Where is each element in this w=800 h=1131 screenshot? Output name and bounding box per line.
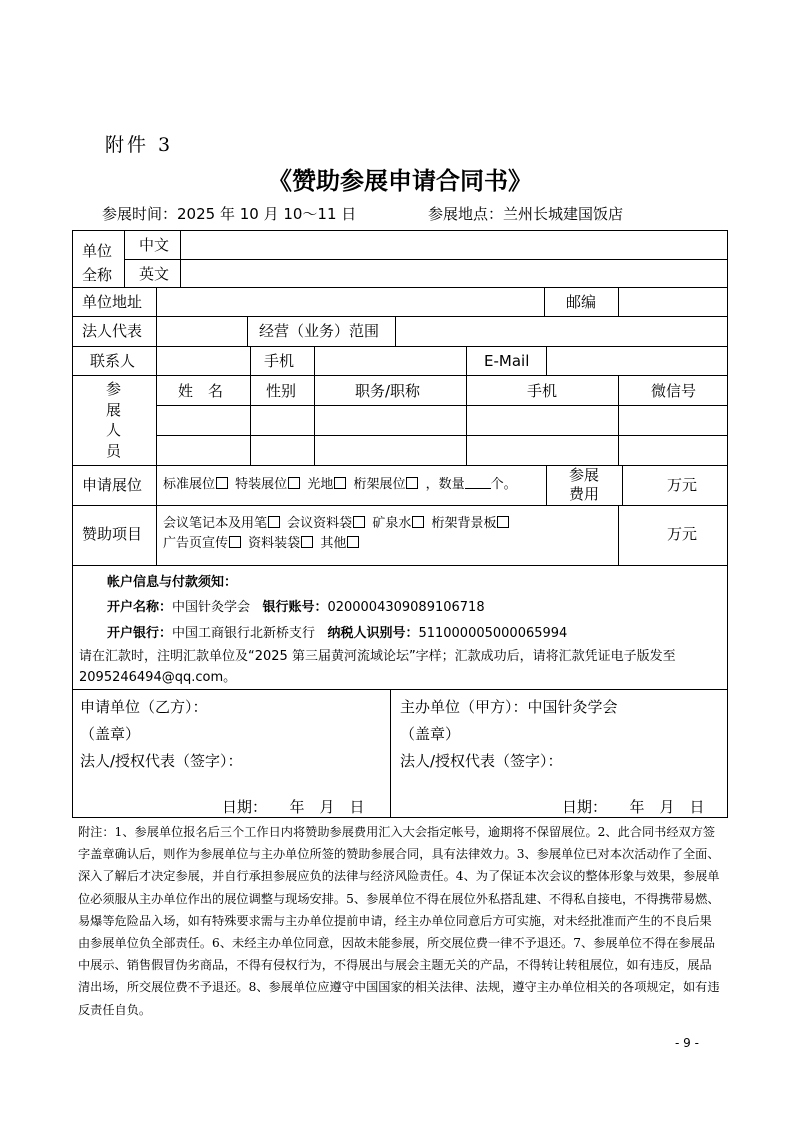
bank-name: 中国工商银行北新桥支行 <box>172 626 316 641</box>
sponsor-options-line2 <box>163 534 362 554</box>
remit-note: 请在汇款时，注明汇款单位及“2025 第三届黄河流域论坛”字样；汇款成功后，请将汇款凭证电子版发至 <box>79 649 676 664</box>
col-line <box>546 465 547 506</box>
booth-std-label: 标准展位 <box>163 477 216 492</box>
account-name: 中国针灸学会 <box>172 600 251 615</box>
address-label: 单位地址 <box>82 293 143 311</box>
applicant-seal: （盖章） <box>80 725 141 743</box>
col-line <box>156 287 157 565</box>
row-line <box>72 375 728 376</box>
booth-space-label: 光地 <box>307 477 334 492</box>
checkbox-booth-space[interactable] <box>334 477 346 489</box>
checkbox-sponsor-bag[interactable] <box>353 516 365 528</box>
col-line <box>390 689 391 818</box>
checkbox-sponsor-ad[interactable] <box>229 536 241 548</box>
row-line <box>156 435 728 436</box>
col-line <box>618 287 619 317</box>
account-number: 0200004309089106718 <box>327 600 485 615</box>
col-line <box>247 316 248 346</box>
checkbox-booth-std[interactable] <box>216 477 228 489</box>
sponsor-water-label: 矿泉水 <box>372 516 412 531</box>
account-name-label: 开户名称： <box>107 600 173 615</box>
account-number-label: 银行账号： <box>262 600 328 615</box>
notes-paragraph: 附注：1、参展单位报名后三个工作日内将赞助参展费用汇入大会指定帐号，逾期将不保留展位。2、此合同书经双方签字盖章确认后，则作为参展单位与主办单位所签的赞助参展合同，具有法律效力。3、参展单位已对本次活动作了全面、深入了解后才决定参展，并自行承担参展应负的法律与经济风险责任。4、为了保证本次会议的整体形象与效果，参展单位必须服从主办单位作出的展位调整与现场安排。5、参展单位不得在展位外私搭乱建、不得私自接电，不得携带易燃、易爆等危险品入场，如有特殊要求需与主办单位提前申请，经主办单位同意后方可实施，对未经批准而产生的不良后果由参展单位负全部责任。6、未经主办单位同意，因故未能参展，所交展位费一律不予退还。7、参展单位不得在参展品中展示、销售假冒伪劣商品，不得有侵权行为，不得展出与展会主题无关的产品，不得转让转租展位，如有违反，展品清出场，所交展位费不予退还。8、参展单位应遵守中国国家的相关法律、法规，遵守主办单位相关的各项规定，如有违反责任自负。 <box>78 825 720 1017</box>
staff-label: 参展人员 <box>106 380 122 460</box>
row-line <box>72 287 728 288</box>
col-line <box>395 316 396 346</box>
staff-name-header: 姓 名 <box>178 382 224 400</box>
organizer-label: 主办单位（甲方）：中国针灸学会 <box>400 698 618 716</box>
sponsor-insert-label: 资料装袋 <box>248 536 301 551</box>
booth-label: 申请展位 <box>82 476 143 494</box>
chinese-label: 中文 <box>139 236 170 254</box>
sponsor-label: 赞助项目 <box>82 525 143 543</box>
checkbox-sponsor-backdrop[interactable] <box>497 516 509 528</box>
checkbox-sponsor-water[interactable] <box>412 516 424 528</box>
account-heading: 帐户信息与付款须知： <box>107 575 238 590</box>
applicant-rep: 法人/授权代表（签字）： <box>80 752 243 770</box>
booth-fee-unit: 万元 <box>667 476 698 494</box>
postcode-label: 邮编 <box>566 293 597 311</box>
sponsor-ad-label: 广告页宣传 <box>163 536 229 551</box>
unit-fullname-label: 单位全称 <box>82 242 113 284</box>
row-line <box>72 465 728 466</box>
page-number: - 9 - <box>675 1036 699 1050</box>
business-scope-label: 经营（业务）范围 <box>259 322 380 340</box>
checkbox-sponsor-notebook[interactable] <box>268 516 280 528</box>
staff-wechat-header: 微信号 <box>651 382 697 400</box>
booth-truss-label: 桁架展位 <box>353 477 406 492</box>
col-line <box>124 230 125 288</box>
col-line <box>622 465 623 506</box>
col-line <box>250 346 251 466</box>
exhibit-place: 参展地点：兰州长城建国饭店 <box>428 205 624 223</box>
organizer-date: 日期： 年 月 日 <box>562 798 705 816</box>
email-label: E-Mail <box>484 352 530 370</box>
table-border-left <box>72 230 73 818</box>
col-line <box>618 375 619 466</box>
booth-qty-label: ，数量 <box>425 477 465 492</box>
sponsor-notebook-label: 会议笔记本及用笔 <box>163 516 268 531</box>
checkbox-booth-truss[interactable] <box>406 477 418 489</box>
staff-gender-header: 性别 <box>266 382 297 400</box>
col-line <box>546 346 547 376</box>
checkbox-sponsor-insert[interactable] <box>301 536 313 548</box>
col-line <box>466 375 467 466</box>
applicant-date: 日期： 年 月 日 <box>222 798 365 816</box>
staff-mobile-header: 手机 <box>527 382 558 400</box>
table-border-bottom <box>72 817 728 818</box>
english-label: 英文 <box>139 265 170 283</box>
contact-label: 联系人 <box>90 352 136 370</box>
exhibit-time: 参展时间：2025 年 10 月 10～11 日 <box>102 205 357 223</box>
checkbox-booth-special[interactable] <box>288 477 300 489</box>
account-line-2 <box>107 624 567 644</box>
checkbox-sponsor-other[interactable] <box>347 536 359 548</box>
staff-position-header: 职务/职称 <box>355 382 421 400</box>
sponsor-other-label: 其他 <box>320 536 347 551</box>
col-line <box>544 287 545 317</box>
legal-rep-label: 法人代表 <box>82 322 143 340</box>
row-line <box>124 259 728 260</box>
remit-email: 2095246494@qq.com。 <box>79 670 237 685</box>
col-line <box>314 375 315 466</box>
col-line <box>466 346 467 376</box>
sponsor-bag-label: 会议资料袋 <box>287 516 353 531</box>
fee-label: 参展费用 <box>568 466 599 503</box>
organizer-seal: （盖章） <box>400 725 461 743</box>
bank-label: 开户银行： <box>107 626 173 641</box>
row-line <box>72 316 728 317</box>
col-line <box>314 346 315 376</box>
applicant-label: 申请单位（乙方）： <box>80 698 208 716</box>
tax-id: 511000005000065994 <box>418 626 568 641</box>
booth-options <box>163 475 517 495</box>
col-line <box>180 230 181 288</box>
row-line <box>72 689 728 690</box>
sponsor-backdrop-label: 桁架背景板 <box>431 516 497 531</box>
organizer-rep: 法人/授权代表（签字）： <box>400 752 563 770</box>
booth-qty-blank[interactable] <box>465 476 491 489</box>
row-line <box>72 505 728 506</box>
sponsor-fee-unit: 万元 <box>667 525 698 543</box>
sponsor-options-line1 <box>163 514 512 534</box>
col-line <box>618 505 619 566</box>
mobile-label: 手机 <box>264 352 295 370</box>
document-title: 《赞助参展申请合同书》 <box>268 167 532 195</box>
row-line <box>156 405 728 406</box>
tax-id-label: 纳税人识别号： <box>327 626 419 641</box>
booth-qty-unit: 个。 <box>490 477 517 492</box>
row-line <box>72 346 728 347</box>
row-line <box>72 565 728 566</box>
attachment-label: 附件 3 <box>105 134 174 156</box>
table-border-top <box>72 230 728 231</box>
booth-special-label: 特装展位 <box>235 477 288 492</box>
table-border-right <box>727 230 728 818</box>
account-line-1 <box>107 598 485 618</box>
